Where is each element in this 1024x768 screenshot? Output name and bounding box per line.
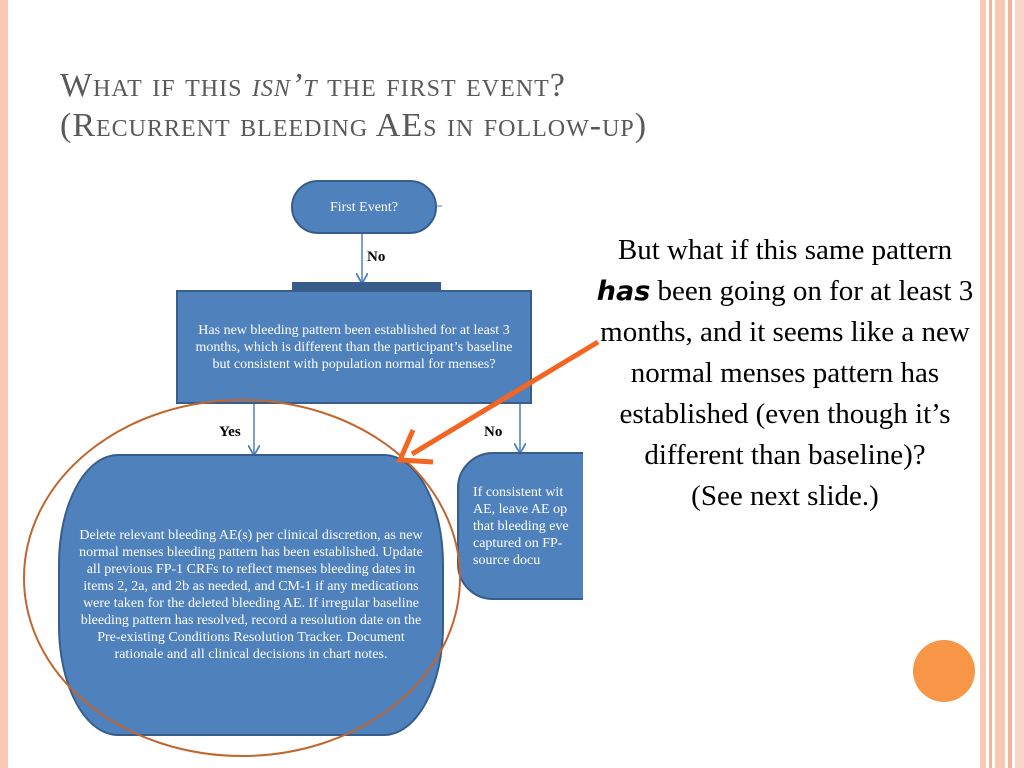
yes-action-label: Delete relevant bleeding AE(s) per clinical discretion, as new normal menses bleeding pattern has been established. Update all previous FP-1 CRFs to reflect menses bleeding dates in items 2, 2a, and 2b as needed, and CM-1 if any medications were taken for the deleted bleeding AE. If irregular baseline bleeding pattern has resolved, record a resolution date on the Pre-existing Conditions Resolution Tracker. Document rationale and all clinical decisions in chart notes. (79, 528, 423, 662)
no-label-2: No (484, 424, 503, 440)
orange-circle-decoration (913, 640, 975, 702)
title-line1-italic: isn’t (251, 67, 318, 104)
highlight-circle (24, 400, 460, 756)
title-line1-part1: What if this (60, 67, 243, 104)
side-note (590, 230, 980, 517)
side-note-emphasis: has (596, 276, 651, 307)
title-line1-part2: the first event? (327, 67, 566, 104)
side-note-part1: But what if this same pattern (617, 234, 953, 266)
title-line2: (Recurrent bleeding AEs in follow-up) (60, 107, 648, 144)
side-note-part2: been going on for at least 3 months, and it seems like a new normal menses pattern has established (even though it’s different than baseline)? (600, 275, 974, 471)
yes-label: Yes (219, 424, 241, 440)
side-note-reference: (See next slide.) (691, 480, 879, 512)
question-node-label: Has new bleeding pattern been established for at least 3 months, which is different than the participant’s baseline but consistent with population normal for menses? (195, 322, 513, 372)
pointer-arrow-shaft (412, 342, 598, 454)
no-action-label: If consistent wit AE, leave AE op that bleeding eve captured on FP- source docu (473, 484, 569, 568)
no-label-1: No (367, 249, 386, 265)
start-node-label: First Event? (329, 199, 399, 215)
